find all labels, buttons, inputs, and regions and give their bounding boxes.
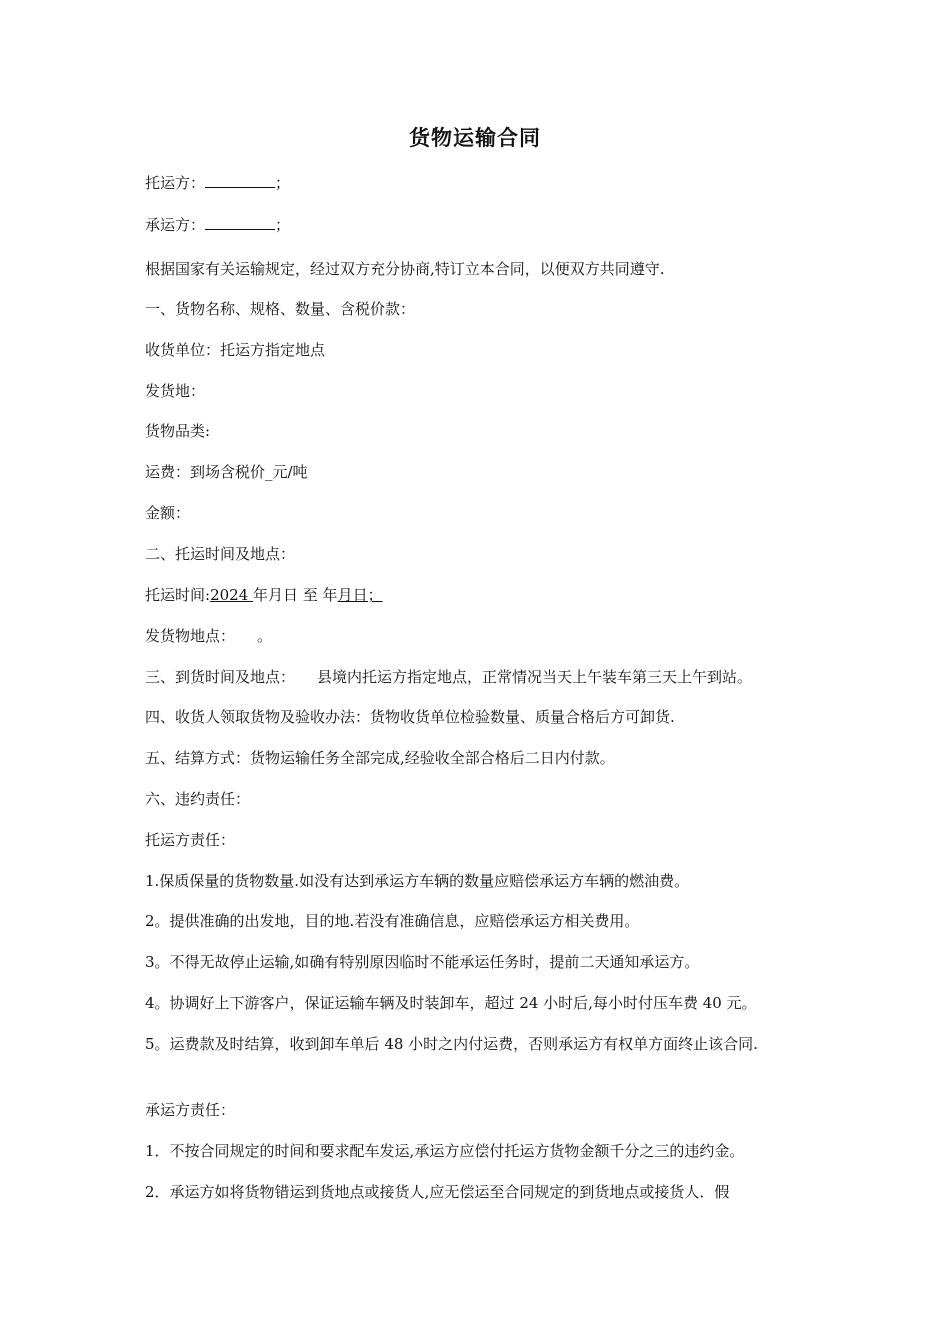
sec3-text: 县境内托运方指定地点，正常情况当天上午装车第三天上午到站。 (317, 668, 753, 686)
sec3-label: 三、到货时间及地点： (145, 668, 296, 686)
sec1-origin: 发货地： (145, 382, 206, 400)
sec2-time-end: 月日； (337, 586, 383, 604)
sec3-line (145, 666, 815, 688)
preamble: 根据国家有关运输规定，经过双方充分协商,特订立本合同，以便双方共同遵守. (145, 260, 665, 278)
sec1-category: 货物品类: (145, 422, 211, 440)
carrier-label: 承运方： (145, 216, 206, 234)
sec1-amount: 金额： (145, 504, 191, 522)
shipper-duty-item: 1.保质保量的货物数量.如没有达到承运方车辆的数量应赔偿承运方车辆的燃油费。 (145, 872, 690, 890)
sec2-time-prefix: 托运时间: (145, 586, 211, 604)
sec1-heading: 一、货物名称、规格、数量、含税价款： (145, 300, 416, 318)
shipper-blank (205, 171, 275, 188)
carrier-duty-heading: 承运方责任： (145, 1101, 236, 1119)
shipper-label: 托运方： (145, 174, 206, 192)
sec6-heading: 六、违约责任： (145, 790, 251, 808)
sec2-heading: 二、托运时间及地点： (145, 545, 296, 563)
sec2-place-line (145, 625, 815, 647)
carrier-blank (205, 213, 275, 230)
sec1-receiver: 收货单位：托运方指定地点 (145, 341, 326, 359)
carrier-duty-item: 2．承运方如将货物错运到货地点或接货人,应无偿运至合同规定的到货地点或接货人．假 (145, 1183, 730, 1201)
sec2-place: 发货物地点： (145, 627, 236, 645)
shipper-duty-item: 3。不得无故停止运输,如确有特别原因临时不能承运任务时，提前二天通知承运方。 (145, 953, 700, 971)
shipper-line (145, 171, 815, 194)
sec1-freight: 运费：到场含税价_元/吨 (145, 463, 308, 481)
sec5: 五、结算方式：货物运输任务全部完成,经验收全部合格后二日内付款。 (145, 749, 615, 767)
sec2-year: 2024 (210, 586, 254, 604)
carrier-end: ； (275, 216, 291, 234)
sec2-place-end: 。 (257, 627, 273, 645)
carrier-line (145, 213, 815, 236)
shipper-duty-item: 2。提供准确的出发地，目的地.若没有准确信息，应赔偿承运方相关费用。 (145, 912, 640, 930)
sec4: 四、收货人领取货物及验收办法：货物收货单位检验数量、质量合格后方可卸货. (145, 708, 675, 726)
document-title: 货物运输合同 (409, 125, 541, 150)
sec2-time (145, 584, 815, 606)
shipper-end: ； (275, 174, 291, 192)
shipper-duty-heading: 托运方责任： (145, 831, 236, 849)
shipper-duty-item: 5。运费款及时结算，收到卸车单后 48 小时之内付运费，否则承运方有权单方面终止该合同. (145, 1035, 758, 1053)
shipper-duty-item: 4。协调好上下游客户，保证运输车辆及时装卸车，超过 24 小时后,每小时付压车费 40 元。 (145, 994, 757, 1012)
carrier-duty-item: 1．不按合同规定的时间和要求配车发运,承运方应偿付托运方货物金额千分之三的违约金。 (145, 1142, 745, 1160)
sec2-time-mid: 年月日 至 年 (253, 586, 338, 604)
